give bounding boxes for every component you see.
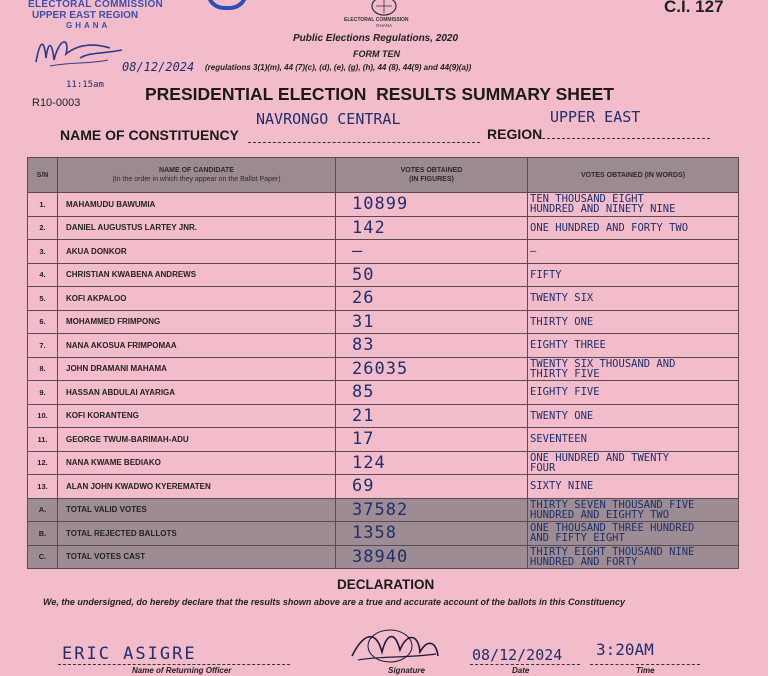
signature-label: Signature bbox=[388, 666, 425, 675]
row-votes-words bbox=[528, 357, 739, 381]
time-line bbox=[590, 664, 700, 665]
declaration-title: DECLARATION bbox=[337, 577, 435, 592]
row-sn: 8. bbox=[28, 357, 58, 381]
row-votes-words-line1: SIXTY NINE bbox=[530, 480, 594, 493]
row-votes-words bbox=[528, 451, 739, 475]
row-votes-words-line2: HUNDRED AND EIGHTY TWO bbox=[530, 508, 670, 521]
officer-name: ERIC ASIGRE bbox=[62, 644, 197, 664]
row-votes-words-line1: THIRTY EIGHT THOUSAND NINE bbox=[530, 545, 695, 558]
officer-line bbox=[58, 664, 290, 665]
table-row bbox=[28, 334, 739, 358]
row-candidate-name: CHRISTIAN KWABENA ANDREWS bbox=[58, 263, 336, 287]
row-votes-figures: — bbox=[336, 240, 528, 264]
header-figures-sub: (IN FIGURES) bbox=[409, 176, 454, 183]
row-candidate-name: AKUA DONKOR bbox=[58, 240, 336, 264]
regulations-ref: (regulations 3(1)(m), 44 (7)(c), (d), (e), (g), (h), 44 (8), 44(9) and 44(9)(a)) bbox=[205, 63, 472, 72]
stamp-time: 11:15am bbox=[66, 80, 104, 90]
row-votes-words-line1: TWENTY SIX THOUSAND AND bbox=[530, 357, 676, 370]
date-line bbox=[470, 664, 580, 665]
row-votes-words bbox=[528, 475, 739, 499]
officer-label: Name of Returning Officer bbox=[132, 666, 232, 675]
row-votes-words bbox=[528, 381, 739, 405]
results-table bbox=[27, 157, 739, 569]
row-candidate-name: MAHAMUDU BAWUMIA bbox=[58, 193, 336, 217]
row-sn: 12. bbox=[28, 451, 58, 475]
row-sn: 10. bbox=[28, 404, 58, 428]
row-votes-words-line1: — bbox=[530, 245, 537, 258]
row-votes-figures: 124 bbox=[336, 451, 528, 475]
row-votes-figures: 142 bbox=[336, 216, 528, 240]
row-candidate-name: TOTAL VALID VOTES bbox=[58, 498, 336, 522]
row-votes-figures: 69 bbox=[336, 475, 528, 499]
returning-officer-signature-icon bbox=[348, 622, 444, 670]
row-votes-words-line1: TWENTY SIX bbox=[530, 292, 594, 305]
row-votes-words-line2: HUNDRED AND FORTY bbox=[530, 555, 638, 568]
row-candidate-name: TOTAL VOTES CAST bbox=[58, 545, 336, 569]
row-sn: 5. bbox=[28, 287, 58, 311]
row-candidate-name: TOTAL REJECTED BALLOTS bbox=[58, 522, 336, 546]
constituency-label: NAME OF CONSTITUENCY bbox=[60, 127, 239, 143]
row-sn: 4. bbox=[28, 263, 58, 287]
row-candidate-name: HASSAN ABDULAI AYARIGA bbox=[58, 381, 336, 405]
row-candidate-name: ALAN JOHN KWADWO KYEREMATEN bbox=[58, 475, 336, 499]
declaration-time: 3:20AM bbox=[596, 640, 654, 659]
table-header-row bbox=[28, 158, 739, 193]
row-candidate-name: NANA KWAME BEDIAKO bbox=[58, 451, 336, 475]
ec-logo-sub: GHANA bbox=[376, 23, 393, 28]
header-candidate bbox=[58, 158, 336, 193]
row-sn: 7. bbox=[28, 334, 58, 358]
row-votes-words bbox=[528, 498, 739, 522]
row-votes-figures: 21 bbox=[336, 404, 528, 428]
row-votes-words bbox=[528, 216, 739, 240]
row-votes-words-line1: THIRTY SEVEN THOUSAND FIVE bbox=[530, 498, 695, 511]
table-row bbox=[28, 428, 739, 452]
row-votes-figures: 83 bbox=[336, 334, 528, 358]
table-row bbox=[28, 287, 739, 311]
row-votes-figures: 50 bbox=[336, 263, 528, 287]
table-row bbox=[28, 263, 739, 287]
table-row bbox=[28, 381, 739, 405]
row-votes-words bbox=[528, 193, 739, 217]
header-words: VOTES OBTAINED (IN WORDS) bbox=[528, 158, 739, 193]
row-votes-figures: 38940 bbox=[336, 545, 528, 569]
row-votes-words-line1: TEN THOUSAND EIGHT bbox=[530, 193, 644, 206]
table-row bbox=[28, 193, 739, 217]
ec-logo-label: ELECTORAL COMMISSION bbox=[344, 17, 409, 23]
row-votes-figures: 26035 bbox=[336, 357, 528, 381]
row-votes-words-line2: FOUR bbox=[530, 461, 556, 474]
total-row bbox=[28, 522, 739, 546]
regulations-title: Public Elections Regulations, 2020 bbox=[293, 33, 459, 44]
declaration-text: We, the undersigned, do hereby declare that the results shown above are a true and accurate account of the ballots in this Constituency bbox=[43, 597, 625, 607]
header-sn: S/N bbox=[28, 158, 58, 193]
row-votes-words bbox=[528, 263, 739, 287]
table-row bbox=[28, 451, 739, 475]
top-blue-mark bbox=[206, 0, 248, 10]
table-row bbox=[28, 310, 739, 334]
row-votes-figures: 37582 bbox=[336, 498, 528, 522]
row-votes-words bbox=[528, 240, 739, 264]
row-candidate-name: DANIEL AUGUSTUS LARTEY JNR. bbox=[58, 216, 336, 240]
constituency-line bbox=[248, 142, 480, 143]
results-body bbox=[28, 193, 739, 569]
header-figures bbox=[336, 158, 528, 193]
region-label: REGION bbox=[487, 126, 543, 142]
row-votes-words-line2: HUNDRED AND NINETY NINE bbox=[530, 203, 676, 216]
row-votes-words-line2: AND FIFTY EIGHT bbox=[530, 532, 625, 545]
row-votes-figures: 85 bbox=[336, 381, 528, 405]
table-row bbox=[28, 216, 739, 240]
row-candidate-name: MOHAMMED FRIMPONG bbox=[58, 310, 336, 334]
row-sn: 2. bbox=[28, 216, 58, 240]
declaration-date: 08/12/2024 bbox=[472, 646, 563, 664]
row-sn: 6. bbox=[28, 310, 58, 334]
row-votes-words bbox=[528, 287, 739, 311]
total-row bbox=[28, 498, 739, 522]
form-name: FORM TEN bbox=[353, 49, 400, 59]
row-votes-figures: 1358 bbox=[336, 522, 528, 546]
row-sn: C. bbox=[28, 545, 58, 569]
row-candidate-name: GEORGE TWUM-BARIMAH-ADU bbox=[58, 428, 336, 452]
row-sn: B. bbox=[28, 522, 58, 546]
row-votes-figures: 31 bbox=[336, 310, 528, 334]
row-votes-figures: 26 bbox=[336, 287, 528, 311]
form-code: R10-0003 bbox=[32, 97, 81, 109]
stamp-date: 08/12/2024 bbox=[122, 60, 195, 74]
row-votes-words-line1: EIGHTY FIVE bbox=[530, 386, 600, 399]
row-sn: 3. bbox=[28, 240, 58, 264]
row-candidate-name: KOFI AKPALOO bbox=[58, 287, 336, 311]
row-votes-words-line1: ONE HUNDRED AND TWENTY bbox=[530, 451, 670, 464]
row-votes-words-line1: SEVENTEEN bbox=[530, 433, 587, 446]
stamp-signature-icon bbox=[30, 32, 130, 72]
row-votes-words bbox=[528, 334, 739, 358]
constituency-value: NAVRONGO CENTRAL bbox=[256, 110, 401, 128]
row-sn: A. bbox=[28, 498, 58, 522]
row-votes-words bbox=[528, 404, 739, 428]
region-value: UPPER EAST bbox=[550, 108, 641, 126]
row-votes-words bbox=[528, 310, 739, 334]
row-votes-words bbox=[528, 545, 739, 569]
header-candidate-sub: (In the order in which they appear on the Ballot Paper) bbox=[112, 176, 281, 183]
row-votes-words-line1: ONE THOUSAND THREE HUNDRED bbox=[530, 522, 695, 535]
row-votes-words bbox=[528, 428, 739, 452]
table-row bbox=[28, 475, 739, 499]
ci-number: C.I. 127 bbox=[664, 0, 724, 16]
region-line bbox=[542, 138, 710, 139]
table-row bbox=[28, 240, 739, 264]
row-votes-figures: 17 bbox=[336, 428, 528, 452]
row-votes-words-line2: THIRTY FIVE bbox=[530, 367, 600, 380]
row-sn: 13. bbox=[28, 475, 58, 499]
row-votes-words-line1: FIFTY bbox=[530, 268, 562, 281]
stamp-line-2: UPPER EAST REGION bbox=[32, 10, 139, 21]
total-row bbox=[28, 545, 739, 569]
stamp-line-3: GHANA bbox=[66, 21, 111, 30]
row-votes-figures: 10899 bbox=[336, 193, 528, 217]
row-sn: 9. bbox=[28, 381, 58, 405]
time-label: Time bbox=[636, 666, 655, 675]
row-votes-words bbox=[528, 522, 739, 546]
row-votes-words-line1: THIRTY ONE bbox=[530, 315, 594, 328]
stamp-line-1: ELECTORAL COMMISSION bbox=[28, 0, 164, 10]
ec-logo-icon bbox=[362, 0, 406, 18]
date-label: Date bbox=[512, 666, 530, 675]
sheet-title: PRESIDENTIAL ELECTION RESULTS SUMMARY SHEET bbox=[145, 84, 614, 104]
header-candidate-title: NAME OF CANDIDATE bbox=[159, 167, 234, 174]
table-row bbox=[28, 404, 739, 428]
row-sn: 11. bbox=[28, 428, 58, 452]
row-votes-words-line1: EIGHTY THREE bbox=[530, 339, 606, 352]
row-candidate-name: JOHN DRAMANI MAHAMA bbox=[58, 357, 336, 381]
row-sn: 1. bbox=[28, 193, 58, 217]
row-candidate-name: NANA AKOSUA FRIMPOMAA bbox=[58, 334, 336, 358]
header-figures-title: VOTES OBTAINED bbox=[400, 167, 463, 174]
row-candidate-name: KOFI KORANTENG bbox=[58, 404, 336, 428]
table-row bbox=[28, 357, 739, 381]
row-votes-words-line1: ONE HUNDRED AND FORTY TWO bbox=[530, 221, 689, 234]
row-votes-words-line1: TWENTY ONE bbox=[530, 409, 594, 422]
